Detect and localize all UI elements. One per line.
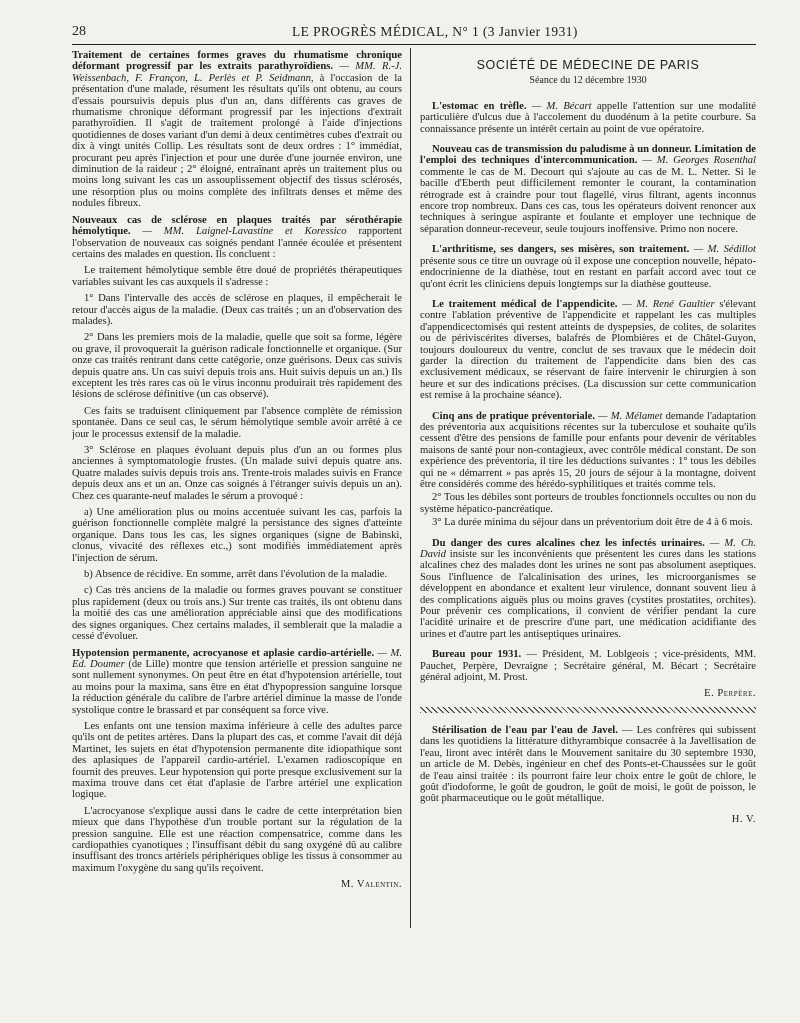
article-hypotension (72, 648, 402, 716)
signature: E. Perpère. (704, 687, 756, 699)
article-cures-alcalines (420, 538, 756, 641)
article-title: Nouveau cas de transmission du paludisme à un donneur. Limitation de l'emploi des techniques d'intercommunication. (420, 144, 756, 167)
decorative-divider (420, 707, 756, 713)
article-authors: — MM. R.-J. Weissenbach, F. Françon, L. Perlès et P. Seidmann, (72, 61, 402, 84)
article-sterilisation (420, 725, 756, 805)
article-body: — Les confrères qui subissent dans les quotidiens la littérature dithyrambique consacrée à la Javellisation de l'eau, liront avec intérêt dans le Mouvement sanitaire du 30 septembre 1930, un article de M. Debès, ingénieur en chef des Ponts-et-Chaussées sur le goût de l'eau ainsi traitée : ils pourront faire leur choix entre le goût de chlore, le goût d'iodoforme, le goût de goudron, le goût de moisi, le goût de poisson, le goût pharmaceutique ou le goût métallique. (420, 724, 756, 805)
article-body: à l'occasion de la présentation d'une malade, résument les résultats qu'ils ont obtenu, au cours d'essais poursuivis depuis plus d'un an, dans différents cas graves de rhumatisme chronique déformant progressif par les injections d'extrait parathyroïdien. Il s'agit de traitement prolongé à l'aide d'injections quotidiennes de doses variant d'un demi à deux centimètres cubes d'extrait ou dix à vingt unités Collip. Les résultats sont de deux ordres : 1° immédiat, procurant peu après l'injection et pour une durée d'une journée environ, une diminution de la raideur ; 2° éloigné, entraînant après un traitement plus ou moins long suivant les cas un assouplissement objectif des tissus sclérosés, une résorption plus ou moins complète des infiltrats denses et même des nodules fibreux. (72, 72, 402, 210)
article-body: insiste sur les inconvénients que présentent les cures dans les stations alcalines chez des malades dont les urines ne sont pas absolument aseptiques. Sous l'influence de l'alcalinisation des urines, les microorganismes se développent en abondance et exaltent leur virulence, donnant souvent lieu à des complications aiguës plus ou moins graves (cystites prostatites, orchites). Pour prévenir ces complications, il convient de vérifier pendant la cure l'acidité urinaire et de prescrire d'une part, une médication acidifiante des urines et d'autre part les antiseptiques urinaires. (420, 549, 756, 640)
right-column (420, 50, 756, 930)
article-title: Hypotension permanente, acrocyanose et aplasie cardio-artérielle. (72, 647, 375, 659)
paragraph: c) Cas très anciens de la maladie ou formes graves pouvant se constituer plus rapidement (deux ou trois ans.) Sur trente cas traités, ils ont obtenu dans la moitié des cas une amélioration appréciable ainsi que des modifications des signes organiques. Chez certains malades, il semblerait que la maladie a cessé d'évoluer. (72, 585, 402, 643)
signature: H. V. (731, 813, 756, 825)
article-body: appelle l'attention sur une modalité particulière d'ulcus due à l'accolement du duodénum à la petite courbure. Sa connaissance présente un intérêt certain au point de vue opératoire. (420, 100, 756, 135)
article-preventoriale (420, 411, 756, 491)
article-authors: — M. Mélamet (595, 410, 663, 422)
running-title: LE PROGRÈS MÉDICAL, N° 1 (3 Janvier 1931) (292, 24, 578, 39)
article-authors: — M. Ed. Doumer (72, 647, 402, 670)
article-appendicite (420, 299, 756, 402)
paragraph: Ces faits se traduisent cliniquement par l'absence complète de rémission spontanée. Dans ce seul cas, le sérum hémolytique semble avoir arrêté à ce jour le processus extensif de la maladie. (72, 405, 402, 440)
article-title: L'estomac en trèfle. (432, 100, 527, 112)
bureau-paragraph (420, 649, 756, 683)
article-body: — Président, M. Loblgeois ; vice-présidents, MM. Pauchet, Perpère, Devraigne ; Secrétaire général, M. Bécart ; Secrétaire général adjoint, M. Prost. (420, 649, 756, 684)
article-authors: — M. Sédillot (689, 244, 756, 256)
article-arthritisme (420, 244, 756, 290)
paragraph: L'acrocyanose s'explique aussi dans le cadre de cette interprétation bien mieux que dans l'hypothèse d'un trouble portant sur la régulation de la pression sanguine. Elle est une réaction compensatrice, comme dans les cardiopathies cyanotiques ; l'insuffisant débit du sang oxygéné dû au calibre insuffisant des troncs artériels périphériques oblige les tissus à consommer au maximum l'oxygène du sang qu'ils reçoivent. (72, 805, 402, 874)
article-paludisme (420, 144, 756, 235)
paragraph: 3° Sclérose en plaques évoluant depuis plus d'un an ou formes plus anciennes à symptomatologie frustes. (Un malade suivi depuis quatre ans. Quatre malades suivis depuis trois ans. Trente-trois malades suivis en France depuis deux ans et un an. Onze cas soignés à l'étranger suivis depuis un an). Chez ces quarante-neuf malades le sérum a provoqué : (72, 445, 402, 502)
article-rhumatisme (72, 50, 402, 210)
article-sclerose (72, 215, 402, 261)
paragraph: 2° Tous les débiles sont porteurs de troubles fonctionnels occultes ou non du système hépatico-pancréatique. (420, 492, 756, 515)
article-estomac (420, 101, 756, 135)
paragraph: a) Une amélioration plus ou moins accentuée suivant les cas, parfois la guérison fonctionnelle complète malgré la persistance des signes d'atteinte organique. Dans tous les cas, les signes organiques (signe de Babinski, clonus, vivacité des réflexes etc.,) sont modifiés immédiatement après l'injection de sérum. (72, 507, 402, 564)
article-authors: — M. René Gaultier (617, 298, 715, 310)
article-body: demande l'adaptation des préventoria aux acquisitions récentes sur la tuberculose et souhaite qu'ils cessent d'être des pensions de famille pour enfants pour devenir de véritables maisons de santé pour non-contagieux, avec contrôle médical constant. De son expérience des préventoria, il tire les déductions suivantes : 1° tous les débiles qui ne « démarrent » pas après 15, 20 jours de séjour à la montagne, doivent être considérés comme des hérédo-syphilitiques et traités comme tels. (420, 410, 756, 490)
article-title: Le traitement médical de l'appendicite. (432, 298, 618, 310)
article-title: L'arthritisme, ses dangers, ses misères, son traitement. (432, 244, 690, 256)
header-rule (72, 44, 756, 45)
left-column (72, 50, 402, 930)
signature: M. Valentin. (340, 879, 402, 891)
column-divider (410, 48, 411, 928)
article-title: Bureau pour 1931. (432, 649, 522, 661)
article-authors: — M. Ch. David (420, 537, 756, 561)
article-title: Traitement de certaines formes graves du rhumatisme chronique déformant progressif par les extraits parathyroïdiens. (72, 50, 402, 73)
article-authors: — M. Georges Rosenthal (637, 155, 756, 167)
paragraph: 1° Dans l'intervalle des accès de sclérose en plaques, il empêcherait le retour d'accès aigus de la maladie. (Deux cas traités ; un an d'observation des malades). (72, 293, 402, 327)
article-body: s'élevant contre l'ablation préventive de l'appendicite et rappelant les cas multiples d'appendicectomisés qui restent atteints de dyspepsies, de colites, de solarites ou de périviscérites diverses, balafrés de Plombières et de Châtel-Guyon, toujours douloureux du ventre, conclut de ses travaux que le médecin doit garder la direction du traitement de l'appendicite dans bien des cas exclusivement médicaux, se réservant de faire intervenir le chirurgien à son heure et sur des indications précises. (La discussion sur cette communication est remise à la prochaine séance). (420, 298, 756, 402)
page-number: 28 (72, 24, 86, 39)
article-title: Nouveaux cas de sclérose en plaques traités par sérothérapie hémolytique. (72, 214, 402, 238)
session-date: Séance du 12 décembre 1930 (529, 75, 647, 87)
article-title: Stérilisation de l'eau par l'eau de Javel. (432, 724, 618, 736)
article-body: (de Lille) montre que tension artérielle et pression sanguine ne sont nullement synonymes. On peut être en état d'hypotension artérielle, tout au moins pour la maxima, sans être en état d'hypopression sanguine lorsque la réduction générale du calibre de l'arbre artériel diminue la masse de l'onde systolique contre le brassard et par conséquent sa force vive. (72, 658, 402, 716)
article-title: Du danger des cures alcalines chez les infectés urinaires. (432, 537, 705, 549)
paragraph: Les enfants ont une tension maxima inférieure à celle des adultes parce qu'ils ont de petites artères. Dans la plupart des cas, et comme l'avait dit déjà Martinet, les sujets en état d'hypotension permanente dite idiopathique sont des aplasiques de l'appareil cardio-artériel. L'examen radioscopique en fournit des preuves. Leur hypotension qui porte presque exclusivement sur la maxima trouve dans cet état d'aplasie de l'arbre artériel une explication logique. (72, 720, 402, 801)
page-header (72, 24, 756, 44)
paragraph: 2° Dans les premiers mois de la maladie, quelle que soit sa forme, légère ou grave, il provoquerait la guérison radicale fonctionnelle et organique. (Sur onze cas traités rentrant dans cette catégorie, onze guérisons. Deux cas suivis depuis quatre ans. Un cas suivi depuis trois ans. Huit suivis depuis un an.) Ils exceptent les très rares cas où le virus inconnu produirait très rapidement des lésions de sclérose définitive (un cas observé). (72, 332, 402, 401)
article-authors: — M. Bécart (526, 100, 592, 112)
paragraph: 3° La durée minima du séjour dans un préventorium doit être de 4 à 6 mois. (432, 517, 753, 529)
society-heading: SOCIÉTÉ DE MÉDECINE DE PARIS (476, 58, 700, 72)
article-body: présente sous ce titre un ouvrage où il expose une conception nouvelle, hépato-endocrinienne de la diathèse, tout en restant en parfait accord avec tout ce qu'ont écrit les cliniciens depuis longtemps sur la diathèse goutteuse. (420, 255, 756, 290)
article-authors: — MM. Laignel-Lavastine et Koressico (130, 226, 347, 238)
article-title: Cinq ans de pratique préventoriale. (432, 410, 596, 422)
article-body: rapportent l'observation de nouveaux cas soignés pendant l'année écoulée et présentent certains des malades en question. Ils concluent : (72, 226, 402, 260)
paragraph: Le traitement hémolytique semble être doué de propriétés thérapeutiques variables suivant les cas auxquels il s'adresse : (72, 265, 402, 288)
article-body: commente le cas de M. Decourt qui s'ajoute au cas de M. L. Netter. Si le bacille d'Eberth peut difficilement remonter le courant, la contamination rétrograde est à craindre pour tout flagellé, virus filtrant, agents inconnus encore trop nombreux. Dans ces cas, tous les opérateurs doivent renoncer aux techniques à seringue aspirante et foulante et employer une technique de séparation donneur-receveur, seule toujours inoffensive. Primo non nocere. (420, 166, 756, 235)
paragraph: b) Absence de récidive. En somme, arrêt dans l'évolution de la maladie. (84, 569, 388, 581)
